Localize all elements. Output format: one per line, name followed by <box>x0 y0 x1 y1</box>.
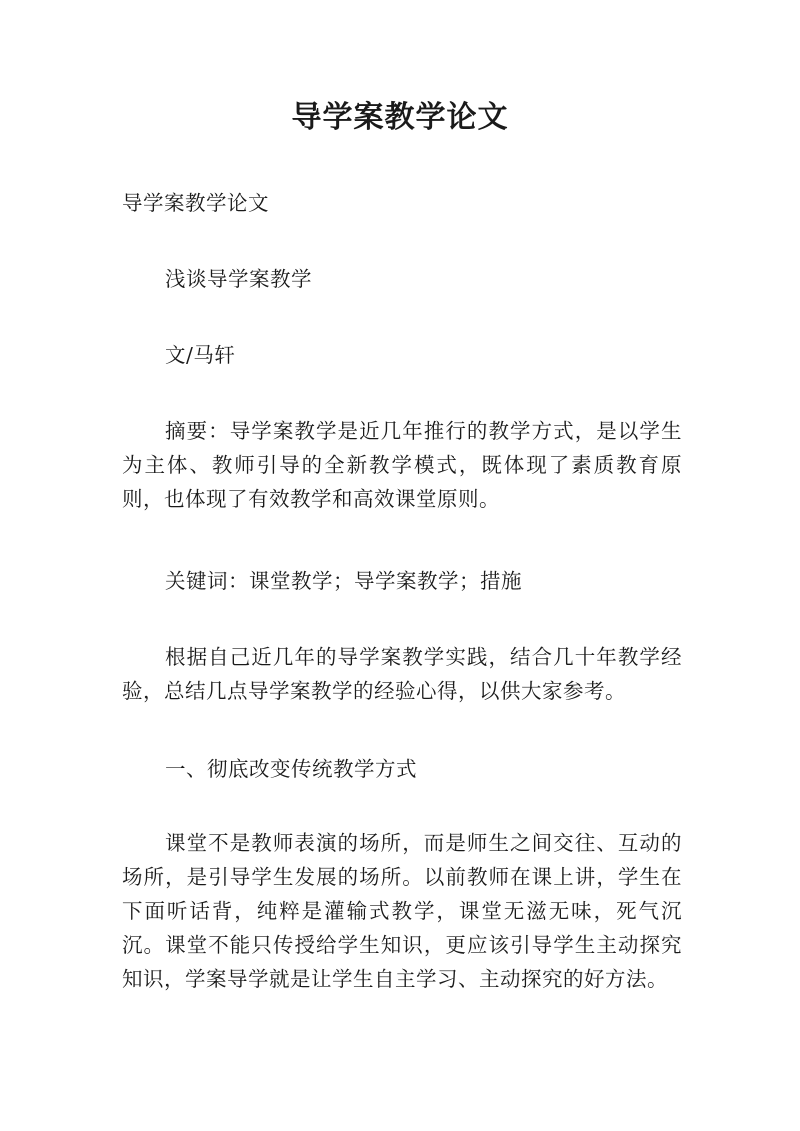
abstract-paragraph: 摘要：导学案教学是近几年推行的教学方式，是以学生为主体、教师引导的全新教学模式，既体现了素质教育原则，也体现了有效教学和高效课堂原则。 <box>122 419 682 511</box>
document-title: 导学案教学论文 <box>291 100 509 135</box>
body-paragraph: 课堂不是教师表演的场所，而是师生之间交往、互动的场所，是引导学生发展的场所。以前教师在课上讲，学生在下面听话背，纯粹是灌输式教学，课堂无滋无味，死气沉沉。课堂不能只传授给学生知识，更应该引导学生主动探究知识，学案导学就是让学生自主学习、主动探究的好方法。 <box>122 831 682 991</box>
section-heading-1: 一、彻底改变传统教学方式 <box>165 757 417 781</box>
subtitle-paragraph: 浅谈导学案教学 <box>165 267 312 291</box>
intro-paragraph: 根据自己近几年的导学案教学实践，结合几十年教学经验，总结几点导学案教学的经验心得，以供大家参考。 <box>122 645 682 703</box>
heading-paragraph: 导学案教学论文 <box>122 191 269 215</box>
author-paragraph: 文/马轩 <box>165 343 236 367</box>
keywords-paragraph: 关键词：课堂教学；导学案教学；措施 <box>165 569 522 593</box>
